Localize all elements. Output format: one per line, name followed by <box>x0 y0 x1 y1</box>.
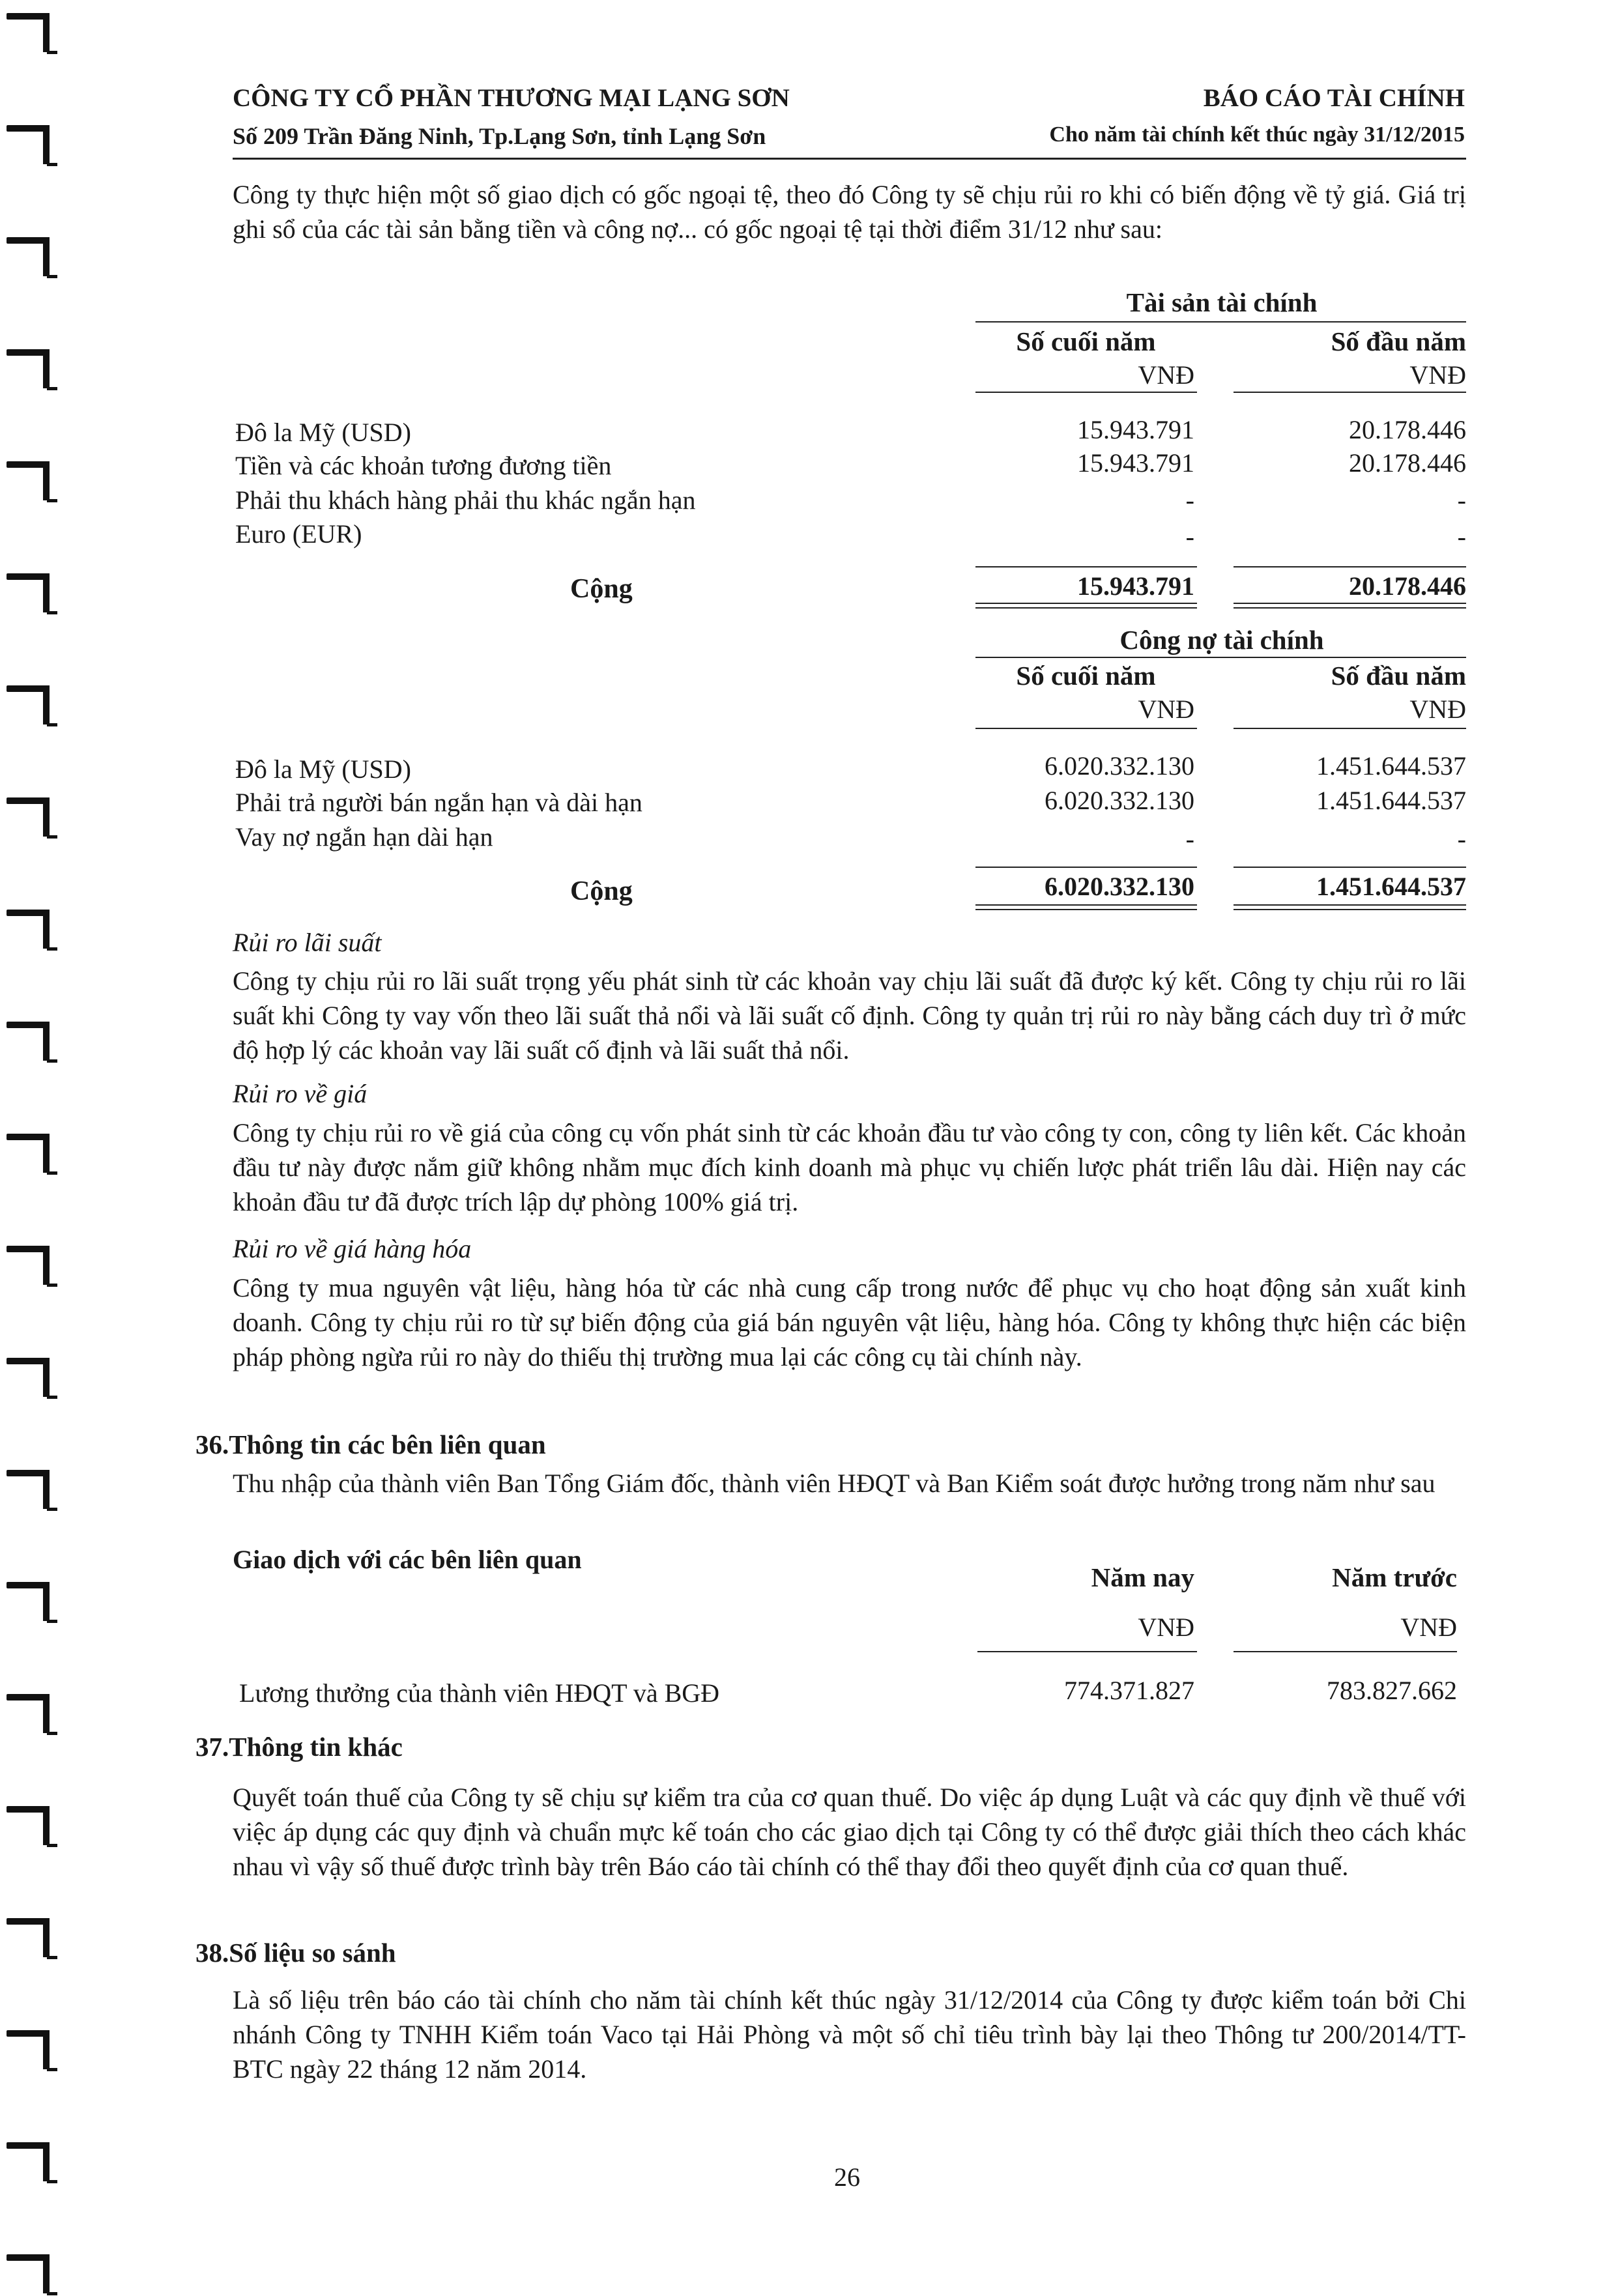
binding-ring <box>7 685 52 727</box>
liabilities-row-begin: 1.451.644.537 <box>1316 751 1466 781</box>
binding-ring <box>7 1470 52 1512</box>
assets-row-label: Phải thu khách hàng phải thu khác ngắn hạn <box>235 485 696 515</box>
binding-ring <box>7 2030 52 2072</box>
page-number: 26 <box>834 2162 860 2192</box>
assets-col-rule-begin <box>1234 392 1466 393</box>
risk-interest-title: Rủi ro lãi suất <box>233 928 382 957</box>
related-col-previous: Năm trước <box>1332 1562 1457 1592</box>
risk-commodity-text: Công ty mua nguyên vật liệu, hàng hóa từ các nhà cung cấp trong nước để phục vụ cho hoạt động sản xuất kinh doanh. Công ty chịu rủi ro từ sự biến động của giá bán nguyên vật liệu, hàng hóa. Công ty không thực hiện các biện pháp phòng ngừa rủi ro này do thiếu thị trường mua lại các công cụ tài chính này. <box>233 1273 1466 1371</box>
binding-ring <box>7 1022 52 1063</box>
liabilities-total-label: Cộng <box>570 876 633 906</box>
related-unit-current: VNĐ <box>1138 1613 1194 1642</box>
related-row-current: 774.371.827 <box>1064 1676 1194 1705</box>
binding-ring <box>7 1358 52 1399</box>
binding-ring <box>7 237 52 279</box>
liabilities-col-rule-end <box>975 728 1197 729</box>
liabilities-total-rule-bottom-begin <box>1234 904 1466 906</box>
binding-ring <box>7 2142 52 2184</box>
binding-ring <box>7 461 52 503</box>
related-row-label: Lương thưởng của thành viên HĐQT và BGĐ <box>239 1678 720 1708</box>
related-table-title: Giao dịch với các bên liên quan <box>233 1545 582 1574</box>
assets-row-end: - <box>1185 522 1194 551</box>
liabilities-total-begin: 1.451.644.537 <box>1316 872 1466 901</box>
binding-ring <box>7 1582 52 1624</box>
assets-row-label: Euro (EUR) <box>235 519 362 549</box>
risk-price-text: Công ty chịu rủi ro về giá của công cụ vốn phát sinh từ các khoản đầu tư vào công ty con, công ty liên kết. Các khoản đầu tư này được nắm giữ không nhằm mục đích kinh doanh mà phục vụ chiến lược phát triển lâu dài. Hiện nay các khoản đầu tư đã được trích lập dự phòng 100% giá trị. <box>233 1118 1466 1216</box>
report-period: Cho năm tài chính kết thúc ngày 31/12/2015 <box>1049 122 1465 147</box>
report-title: BÁO CÁO TÀI CHÍNH <box>1203 84 1465 112</box>
binding-ring <box>7 1694 52 1736</box>
liabilities-total-rule-double-begin <box>1234 909 1466 910</box>
section-36-title: 36.Thông tin các bên liên quan <box>195 1429 546 1459</box>
spiral-binding <box>0 0 59 2286</box>
liabilities-total-rule-double-end <box>975 909 1197 910</box>
company-address: Số 209 Trần Đăng Ninh, Tp.Lạng Sơn, tỉnh Lạng Sơn <box>233 123 766 149</box>
company-name: CÔNG TY CỔ PHẦN THƯƠNG MẠI LẠNG SƠN <box>233 84 790 112</box>
binding-ring <box>7 910 52 951</box>
section-38-text: Là số liệu trên báo cáo tài chính cho năm tài chính kết thúc ngày 31/12/2014 của Công ty được kiểm toán bởi Chi nhánh Công ty TNHH Kiểm toán Vaco tại Hải Phòng và một số chỉ tiêu trình bày lại theo Thông tư 200/2014/TT-BTC ngày 22 tháng 12 năm 2014. <box>233 1985 1466 2084</box>
related-col-rule-current <box>977 1651 1197 1652</box>
risk-interest-text: Công ty chịu rủi ro lãi suất trọng yếu phát sinh từ các khoản vay chịu lãi suất đã được ký kết. Công ty chịu rủi ro lãi suất khi Công ty vay vốn theo lãi suất thả nổi và lãi suất cố định. Công ty quản trị rủi ro này bằng cách duy trì ở mức độ hợp lý các khoản vay lãi suất cố định và lãi suất thả nổi. <box>233 966 1466 1065</box>
related-row-previous: 783.827.662 <box>1327 1676 1457 1705</box>
liabilities-total-rule-top-end <box>975 867 1197 868</box>
related-col-current: Năm nay <box>1091 1562 1194 1592</box>
section-38-title: 38.Số liệu so sánh <box>195 1938 396 1968</box>
binding-ring <box>7 1246 52 1287</box>
liabilities-row-label: Vay nợ ngắn hạn dài hạn <box>235 822 493 852</box>
binding-ring <box>7 2254 52 2296</box>
binding-ring <box>7 1918 52 1960</box>
liabilities-row-end: - <box>1185 824 1194 854</box>
liabilities-unit-end: VNĐ <box>1138 695 1194 724</box>
liabilities-row-label: Đô la Mỹ (USD) <box>235 754 411 784</box>
intro-paragraph: Công ty thực hiện một số giao dịch có gốc ngoại tệ, theo đó Công ty sẽ chịu rủi ro khi có biến động về tỷ giá. Giá trị ghi sổ của các tài sản bằng tiền và công nợ... có gốc ngoại tệ tại thời điểm 31/12 như sau: <box>233 180 1466 244</box>
related-unit-previous: VNĐ <box>1400 1613 1457 1642</box>
liabilities-col-begin: Số đầu năm <box>1331 661 1466 691</box>
risk-commodity-title: Rủi ro về giá hàng hóa <box>233 1234 472 1263</box>
liabilities-row-end: 6.020.332.130 <box>1045 786 1194 815</box>
assets-total-rule-bottom-begin <box>1234 603 1466 604</box>
assets-group-rule <box>975 321 1466 323</box>
assets-unit-end: VNĐ <box>1138 360 1194 390</box>
assets-col-end: Số cuối năm <box>1016 326 1156 356</box>
liabilities-total-rule-bottom-end <box>975 904 1197 906</box>
assets-row-label: Tiền và các khoản tương đương tiền <box>235 451 612 480</box>
section-37-text: Quyết toán thuế của Công ty sẽ chịu sự kiểm tra của cơ quan thuế. Do việc áp dụng Luật và các quy định về thuế với việc áp dụng các quy định và chuẩn mực kế toán cho các giao dịch tại Công ty có thể được giải thích theo cách khác nhau vì vậy số thuế được trình bày trên Báo cáo tài chính có thể thay đổi theo quyết định của cơ quan thuế. <box>233 1783 1466 1881</box>
assets-col-begin: Số đầu năm <box>1331 326 1466 356</box>
binding-ring <box>7 797 52 839</box>
assets-row-begin: - <box>1457 485 1466 515</box>
liabilities-group-rule <box>975 657 1466 658</box>
assets-row-end: - <box>1185 485 1194 515</box>
liabilities-unit-begin: VNĐ <box>1409 695 1466 724</box>
assets-row-begin: 20.178.446 <box>1349 415 1466 444</box>
binding-ring <box>7 125 52 167</box>
assets-row-begin: - <box>1457 522 1466 551</box>
liabilities-total-end: 6.020.332.130 <box>1045 872 1194 901</box>
related-col-rule-previous <box>1234 1651 1457 1652</box>
assets-total-end: 15.943.791 <box>1077 571 1194 601</box>
assets-group-title: Tài sản tài chính <box>1126 287 1318 317</box>
liabilities-row-end: 6.020.332.130 <box>1045 751 1194 781</box>
binding-ring <box>7 13 52 55</box>
section-36-text: Thu nhập của thành viên Ban Tổng Giám đốc, thành viên HĐQT và Ban Kiểm soát được hưởng trong năm như sau <box>233 1469 1436 1498</box>
assets-total-label: Cộng <box>570 574 633 604</box>
binding-ring <box>7 1134 52 1175</box>
liabilities-row-label: Phải trả người bán ngắn hạn và dài hạn <box>235 788 642 817</box>
liabilities-row-begin: - <box>1457 824 1466 854</box>
assets-total-rule-top-begin <box>1234 566 1466 567</box>
assets-total-rule-bottom-end <box>975 603 1197 604</box>
binding-ring <box>7 573 52 615</box>
assets-row-end: 15.943.791 <box>1077 415 1194 444</box>
assets-row-end: 15.943.791 <box>1077 448 1194 478</box>
assets-unit-begin: VNĐ <box>1409 360 1466 390</box>
liabilities-col-rule-begin <box>1234 728 1466 729</box>
liabilities-group-title: Công nợ tài chính <box>1119 625 1324 655</box>
liabilities-total-rule-top-begin <box>1234 867 1466 868</box>
binding-ring <box>7 1806 52 1848</box>
assets-total-begin: 20.178.446 <box>1349 571 1466 601</box>
risk-price-title: Rủi ro về giá <box>233 1079 368 1108</box>
assets-total-rule-top-end <box>975 566 1197 567</box>
assets-col-rule-end <box>975 392 1197 393</box>
liabilities-row-begin: 1.451.644.537 <box>1316 786 1466 815</box>
assets-row-begin: 20.178.446 <box>1349 448 1466 478</box>
assets-total-rule-double-end <box>975 607 1197 609</box>
header-divider <box>233 158 1466 160</box>
liabilities-col-end: Số cuối năm <box>1016 661 1156 691</box>
assets-row-label: Đô la Mỹ (USD) <box>235 418 411 447</box>
section-37-title: 37.Thông tin khác <box>195 1732 403 1762</box>
binding-ring <box>7 349 52 391</box>
assets-total-rule-double-begin <box>1234 607 1466 609</box>
